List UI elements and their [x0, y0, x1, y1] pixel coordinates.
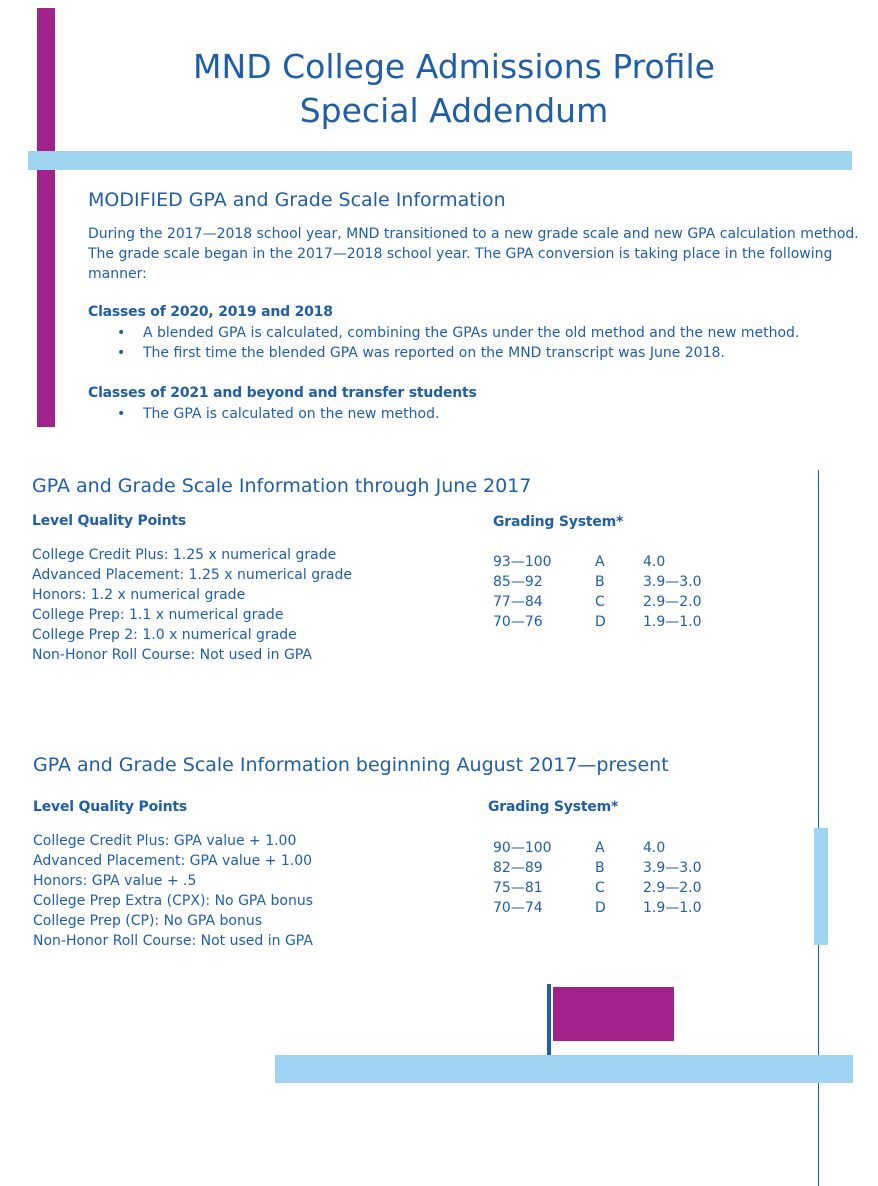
group1-bullet-list [117, 323, 799, 363]
grade-range: 77—84 [493, 594, 543, 610]
table-row [493, 878, 733, 898]
grade-gpa: 3.9—3.0 [643, 574, 702, 590]
grade-range: 85—92 [493, 574, 543, 590]
list-item: • The GPA is calculated on the new method. [117, 404, 439, 424]
list-item: Advanced Placement: GPA value + 1.00 [33, 853, 313, 869]
grade-letter: B [595, 574, 605, 590]
intro-line: During the 2017—2018 school year, MND transitioned to a new grade scale and new GPA calculation method. [88, 226, 859, 242]
old-grading-heading: Grading System* [493, 514, 624, 530]
list-item: College Prep 2: 1.0 x numerical grade [32, 627, 297, 643]
new-level-list [33, 831, 313, 951]
group2-heading: Classes of 2021 and beyond and transfer students [88, 385, 477, 401]
table-row [493, 838, 733, 858]
grade-letter: D [595, 900, 606, 916]
grade-gpa: 1.9—1.0 [643, 900, 702, 916]
old-level-heading: Level Quality Points [32, 513, 186, 529]
decorative-blue-bar-top [28, 151, 852, 170]
list-item: College Credit Plus: 1.25 x numerical grade [32, 547, 337, 563]
intro-line: manner: [88, 266, 147, 282]
decorative-blue-bar-bottom [275, 1055, 853, 1083]
grade-gpa: 4.0 [643, 554, 666, 570]
list-item: College Prep (CP): No GPA bonus [33, 913, 262, 929]
grade-range: 93—100 [493, 554, 552, 570]
list-item: College Prep Extra (CPX): No GPA bonus [33, 893, 313, 909]
table-row [493, 592, 733, 612]
list-item: • A blended GPA is calculated, combining the GPAs under the old method and the new method. [117, 323, 799, 343]
group1-heading: Classes of 2020, 2019 and 2018 [88, 304, 333, 320]
table-row [493, 572, 733, 592]
intro-line: The grade scale began in the 2017—2018 school year. The GPA conversion is taking place in the following [88, 246, 833, 262]
new-grading-table [493, 838, 733, 918]
table-row [493, 552, 733, 572]
old-grading-table [493, 552, 733, 632]
grade-letter: C [595, 594, 605, 610]
list-item: Non-Honor Roll Course: Not used in GPA [32, 647, 312, 663]
list-item: Non-Honor Roll Course: Not used in GPA [33, 933, 313, 949]
grade-letter: C [595, 880, 605, 896]
decorative-blue-bar-right [814, 828, 828, 945]
modified-section-heading: MODIFIED GPA and Grade Scale Information [88, 189, 506, 211]
list-item: Advanced Placement: 1.25 x numerical grade [32, 567, 352, 583]
grade-gpa: 4.0 [643, 840, 666, 856]
grade-gpa: 2.9—2.0 [643, 880, 702, 896]
table-row [493, 858, 733, 878]
new-grading-heading: Grading System* [488, 799, 619, 815]
table-row [493, 898, 733, 918]
grade-range: 70—74 [493, 900, 543, 916]
grade-range: 70—76 [493, 614, 543, 630]
list-item: Honors: 1.2 x numerical grade [32, 587, 246, 603]
new-scale-heading: GPA and Grade Scale Information beginning August 2017—present [33, 754, 669, 776]
title-line-1: MND College Admissions Profile [193, 47, 715, 86]
old-scale-heading: GPA and Grade Scale Information through June 2017 [32, 475, 532, 497]
decorative-flag-pole [547, 984, 551, 1055]
grade-letter: A [595, 554, 605, 570]
grade-range: 82—89 [493, 860, 543, 876]
old-level-list [32, 545, 352, 665]
list-item: College Prep: 1.1 x numerical grade [32, 607, 284, 623]
modified-intro [88, 224, 858, 284]
grade-gpa: 2.9—2.0 [643, 594, 702, 610]
title-line-2: Special Addendum [299, 91, 609, 130]
grade-gpa: 3.9—3.0 [643, 860, 702, 876]
new-level-heading: Level Quality Points [33, 799, 187, 815]
table-row [493, 612, 733, 632]
grade-range: 90—100 [493, 840, 552, 856]
grade-range: 75—81 [493, 880, 543, 896]
page-title [0, 45, 878, 133]
group2-bullet-list [117, 404, 439, 424]
grade-gpa: 1.9—1.0 [643, 614, 702, 630]
grade-letter: D [595, 614, 606, 630]
list-item: • The first time the blended GPA was reported on the MND transcript was June 2018. [117, 343, 799, 363]
list-item: Honors: GPA value + .5 [33, 873, 197, 889]
grade-letter: A [595, 840, 605, 856]
list-item: College Credit Plus: GPA value + 1.00 [33, 833, 297, 849]
decorative-purple-flag [553, 987, 674, 1041]
grade-letter: B [595, 860, 605, 876]
